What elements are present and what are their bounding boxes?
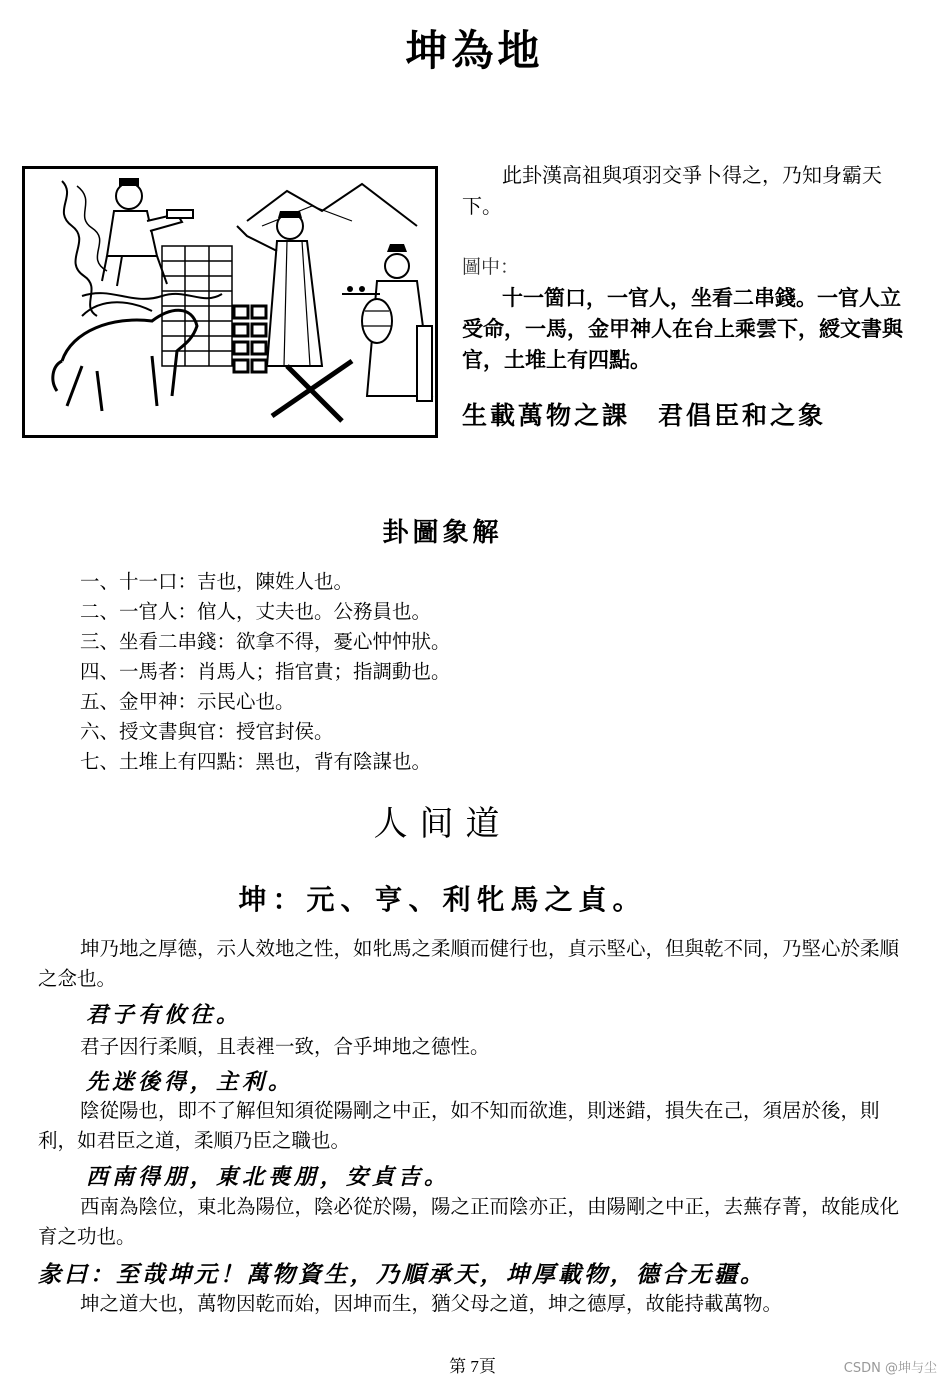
explanation-title: 卦圖象解 — [382, 518, 503, 548]
commentary-paragraph: 西南為陰位，東北為陽位，陰必從於陽，陽之正而陰亦正，由陽剛之中正，去蕪存菁，故能成化育之功也。 — [38, 1195, 900, 1248]
list-item: 一、十一口：吉也，陳姓人也。 — [80, 570, 354, 593]
figure-description: 十一箇口，一官人，坐看二串錢。一官人立受命，一馬，金甲神人在台上乘雲下，綬文書與官，土堆上有四點。 — [462, 285, 903, 372]
page-number: 第 7頁 — [449, 1357, 496, 1376]
commentary-paragraph: 坤之道大也，萬物因乾而始，因坤而生，猶父母之道，坤之德厚，故能持載萬物。 — [80, 1292, 783, 1315]
commentary-paragraph: 陰從陽也，即不了解但知須從陽剛之中正，如不知而欲進，則迷錯，損失在己，須居於後，則利，如君臣之道，柔順乃臣之職也。 — [38, 1099, 880, 1152]
figure-label: 圖中： — [462, 256, 520, 278]
tuan-verse: 彖曰：至哉坤元！萬物資生，乃順承天，坤厚載物，德合无疆。 — [38, 1261, 766, 1288]
explanation-list — [80, 567, 451, 777]
list-item: 七、土堆上有四點：黑也，背有陰謀也。 — [80, 750, 432, 773]
page-title: 坤為地 — [405, 26, 544, 75]
intro-text — [462, 160, 910, 222]
intro-paragraph: 此卦漢高祖與項羽交爭卜得之，乃知身霸天下。 — [462, 163, 882, 218]
woodcut-illustration — [22, 166, 438, 438]
section-title: 人间道 — [373, 804, 512, 844]
verse-line: 先迷後得，主利。 — [86, 1069, 295, 1095]
verse-heading: 坤：元、亨、利牝馬之貞。 — [238, 883, 647, 916]
list-item: 二、一官人：倌人，丈夫也。公務員也。 — [80, 600, 432, 623]
list-item: 六、授文書與官：授官封侯。 — [80, 720, 334, 743]
verse-line: 君子有攸往。 — [86, 1002, 243, 1028]
commentary-paragraph: 坤乃地之厚德，示人效地之性，如牝馬之柔順而健行也，貞示堅心，但與乾不同，乃堅心於柔順之念也。 — [38, 937, 900, 990]
watermark: CSDN @坤与尘 — [843, 1361, 937, 1376]
list-item: 三、坐看二串錢：欲拿不得，憂心忡忡狀。 — [80, 630, 451, 653]
list-item: 五、金甲神：示民心也。 — [80, 690, 295, 713]
hexagram-subtitle: 生載萬物之課 君倡臣和之象 — [462, 401, 827, 430]
commentary-paragraph: 君子因行柔順，且表裡一致，合乎坤地之德性。 — [80, 1035, 490, 1058]
verse-line: 西南得朋，東北喪朋，安貞吉。 — [86, 1164, 451, 1190]
list-item: 四、一馬者：肖馬人；指官貴；指調動也。 — [80, 660, 451, 683]
